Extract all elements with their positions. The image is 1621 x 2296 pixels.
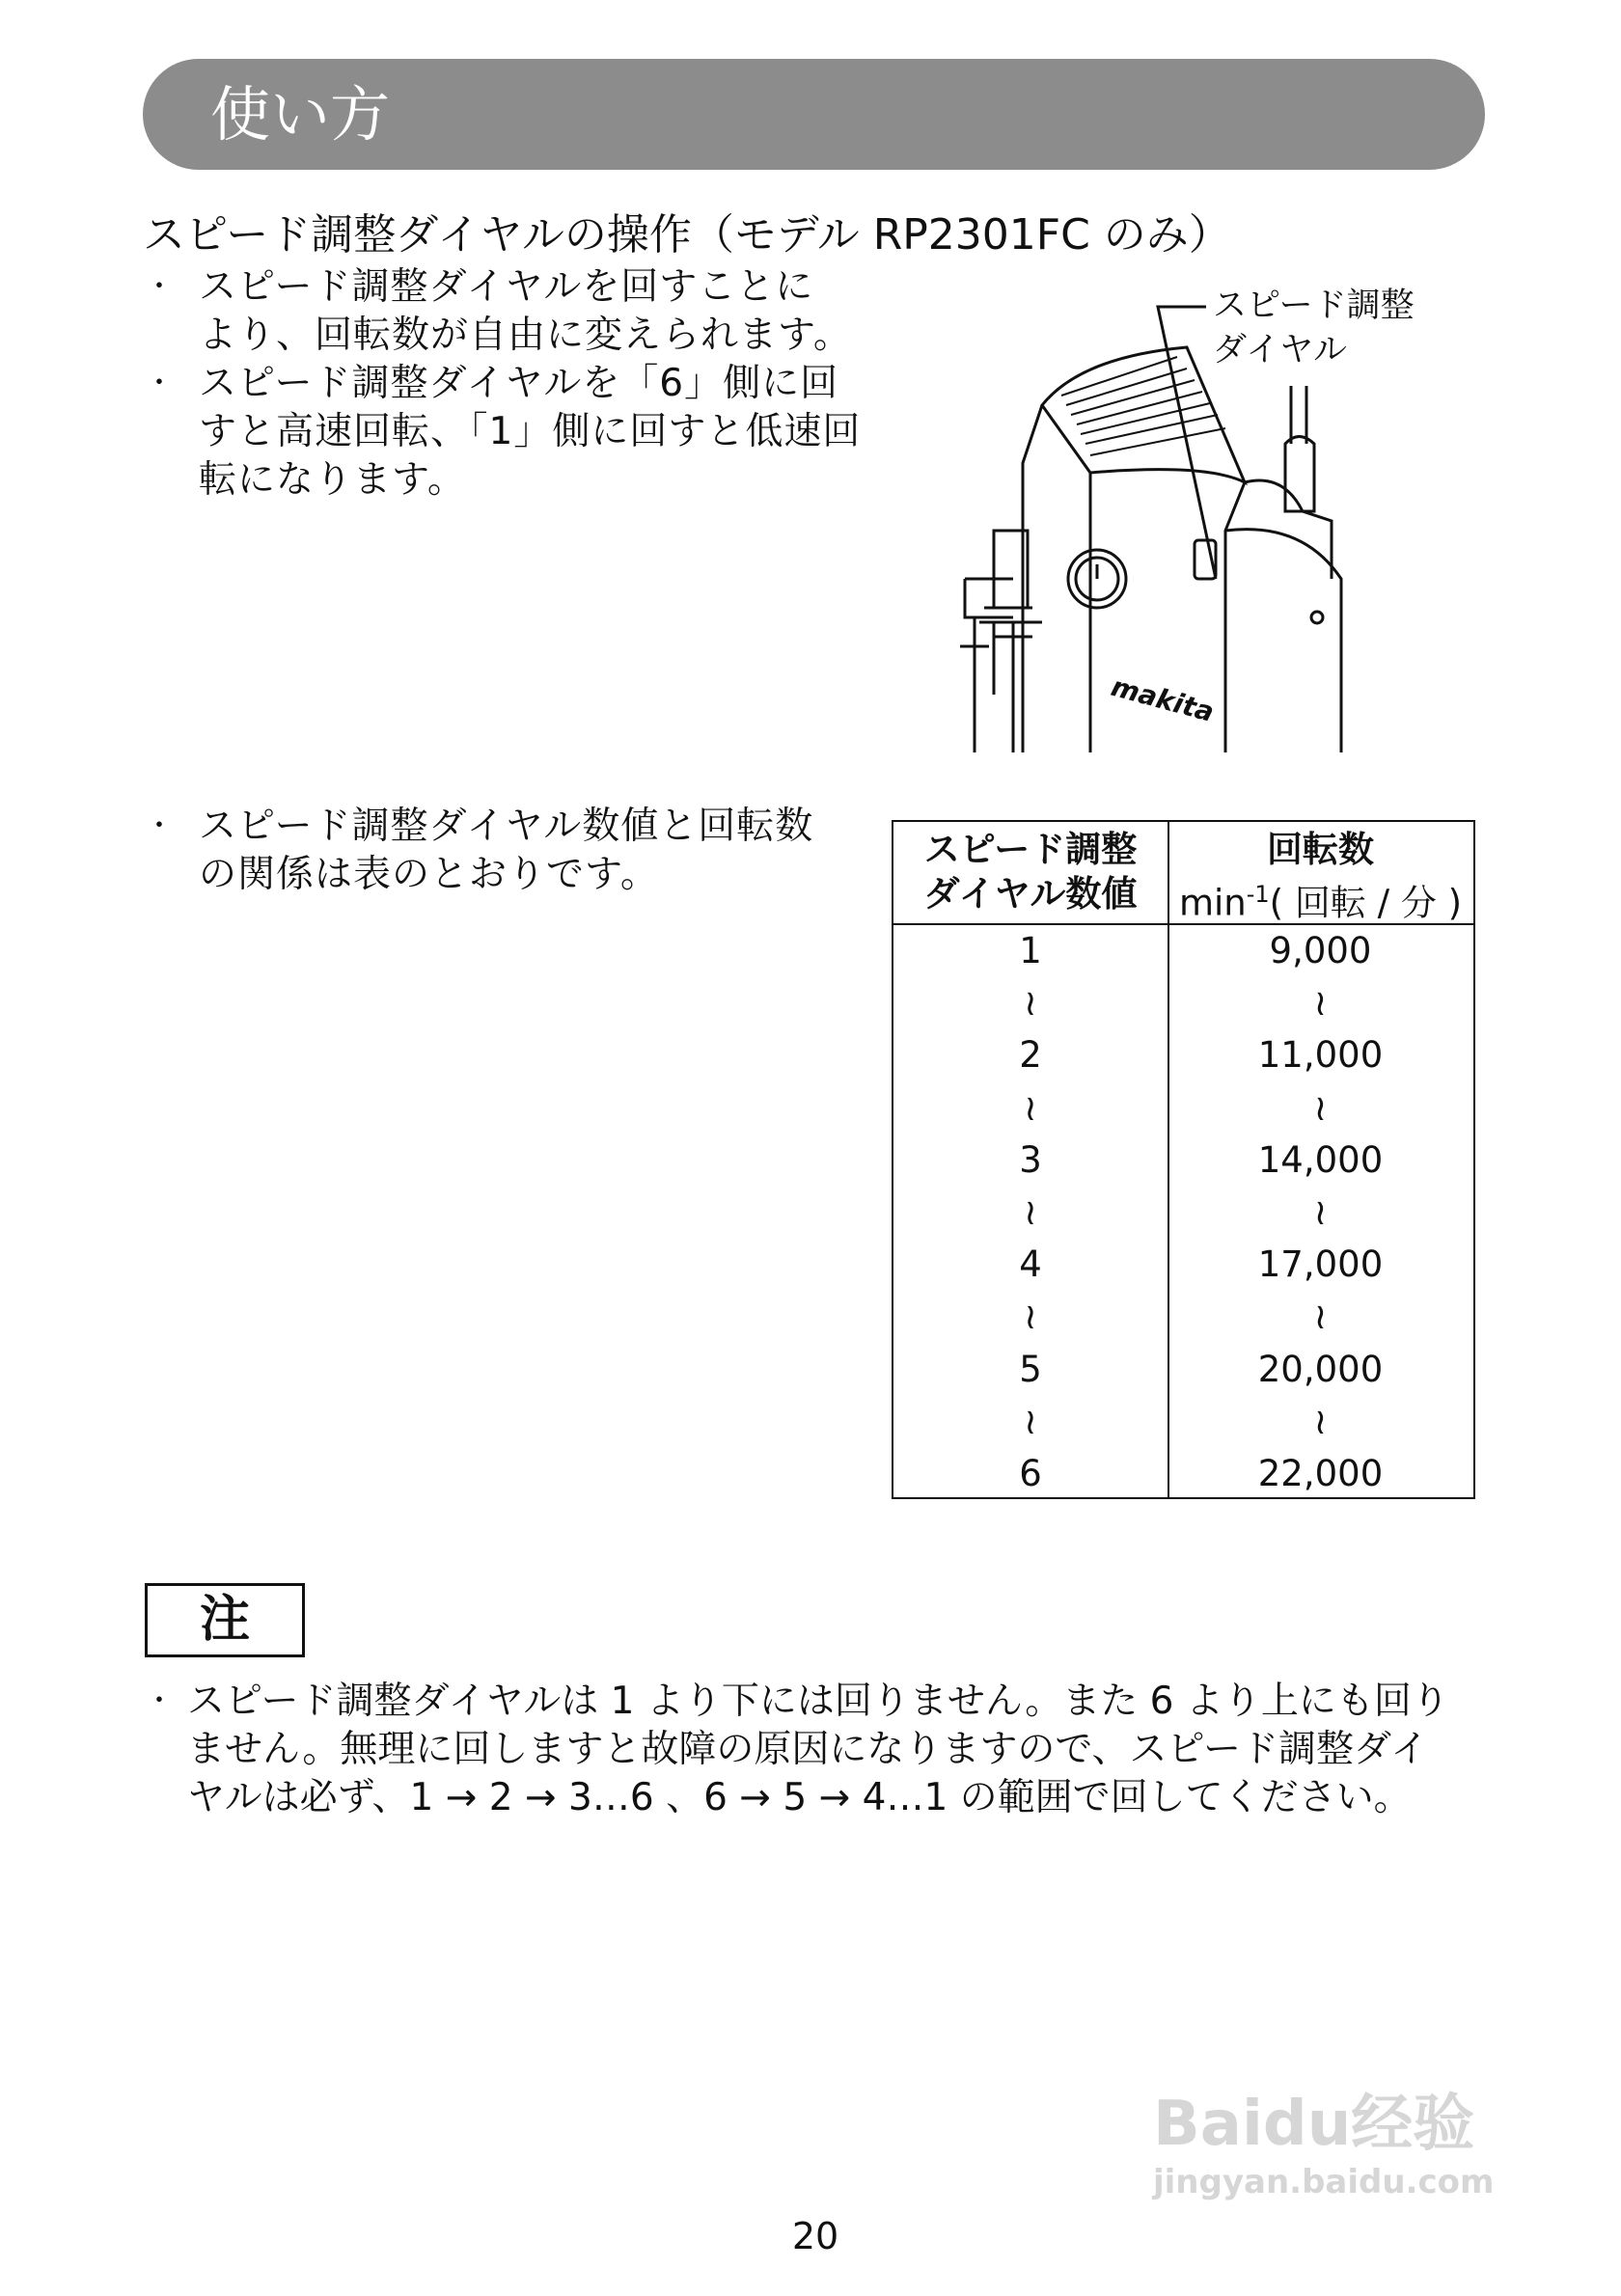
- dial-value-cell: ≀: [1024, 1086, 1037, 1129]
- unit-rest: ( 回転 / 分 ): [1269, 882, 1463, 924]
- unit-base: min: [1178, 882, 1247, 924]
- text-line: ません。無理に回しますと故障の原因になりますので、スピード調整ダイ: [187, 1728, 1429, 1771]
- rpm-cell: 22,000: [1257, 1453, 1384, 1494]
- watermark: [1153, 2074, 1494, 2201]
- text-line: より、回転数が自由に変えられます。: [199, 314, 852, 357]
- note-heading: 注: [145, 1583, 305, 1657]
- rpm-cell: 20,000: [1257, 1348, 1384, 1390]
- dial-value-cell: ≀: [1024, 1296, 1037, 1338]
- speed-table: [892, 820, 1475, 1499]
- bullet-mark: ・: [145, 270, 174, 304]
- watermark-url: jingyan.baidu.com: [1153, 2163, 1495, 2201]
- router-illustration: [936, 289, 1360, 752]
- text-line: ヤルは必ず、1 → 2 → 3…6 、6 → 5 → 4…1 の範囲で回してください。: [187, 1776, 1412, 1819]
- page-number: 20: [791, 2215, 839, 2257]
- bullet-mark: ・: [145, 1684, 174, 1718]
- rpm-cell: ≀: [1313, 982, 1328, 1025]
- rpm-cell: ≀: [1313, 1191, 1328, 1233]
- unit-sup: -1: [1246, 881, 1270, 908]
- brand-logo: makita: [1108, 670, 1218, 728]
- rpm-cell: 17,000: [1257, 1244, 1384, 1286]
- text-line: の関係は表のとおりです。: [199, 853, 659, 896]
- dial-value-cell: ≀: [1024, 982, 1037, 1025]
- callout-line: ダイヤル: [1213, 331, 1347, 369]
- text-line: スピード調整ダイヤルは 1 より下には回りません。また 6 より上にも回り: [187, 1680, 1449, 1723]
- rpm-cell: ≀: [1313, 1400, 1328, 1442]
- page-title: 使い方: [210, 79, 391, 150]
- text-line: スピード調整ダイヤルを回すことに: [199, 265, 814, 309]
- rpm-cell: ≀: [1313, 1296, 1328, 1338]
- text-line: すと高速回転、「1」側に回すと低速回: [199, 410, 862, 453]
- dial-value-cell: 5: [1019, 1348, 1042, 1390]
- dial-value-cell: 3: [1019, 1138, 1042, 1181]
- dial-value-cell: 1: [1019, 930, 1042, 971]
- text-line: スピード調整ダイヤル数値と回転数: [199, 805, 814, 848]
- header-line: スピード調整: [923, 829, 1138, 870]
- callout-line: スピード調整: [1213, 287, 1415, 325]
- header-rpm: [1168, 822, 1473, 925]
- dial-value-cell: ≀: [1024, 1400, 1037, 1442]
- header-line: ダイヤル数値: [923, 873, 1138, 915]
- bullet-mark: ・: [145, 367, 174, 400]
- section-title: スピード調整ダイヤルの操作（モデル RP2301FC のみ）: [143, 210, 1231, 260]
- header-line: 回転数: [1267, 829, 1374, 870]
- rpm-cell: 9,000: [1269, 930, 1372, 971]
- rpm-cell: 11,000: [1257, 1034, 1384, 1077]
- section-header-bar: [143, 59, 1485, 170]
- dial-value-cell: 2: [1019, 1034, 1042, 1077]
- dial-value-cell: 4: [1019, 1244, 1042, 1286]
- text-line: 転になります。: [199, 458, 466, 502]
- watermark-brand: Baidu经验: [1153, 2089, 1475, 2160]
- dial-value-cell: 6: [1019, 1453, 1042, 1494]
- header-unit: [1168, 872, 1473, 925]
- bullet-mark: ・: [145, 809, 174, 843]
- rpm-cell: 14,000: [1257, 1138, 1384, 1181]
- text-line: スピード調整ダイヤルを「6」側に回: [199, 362, 839, 405]
- dial-value-cell: ≀: [1024, 1191, 1037, 1233]
- rpm-cell: ≀: [1313, 1086, 1328, 1129]
- header-dial-value: [893, 822, 1168, 925]
